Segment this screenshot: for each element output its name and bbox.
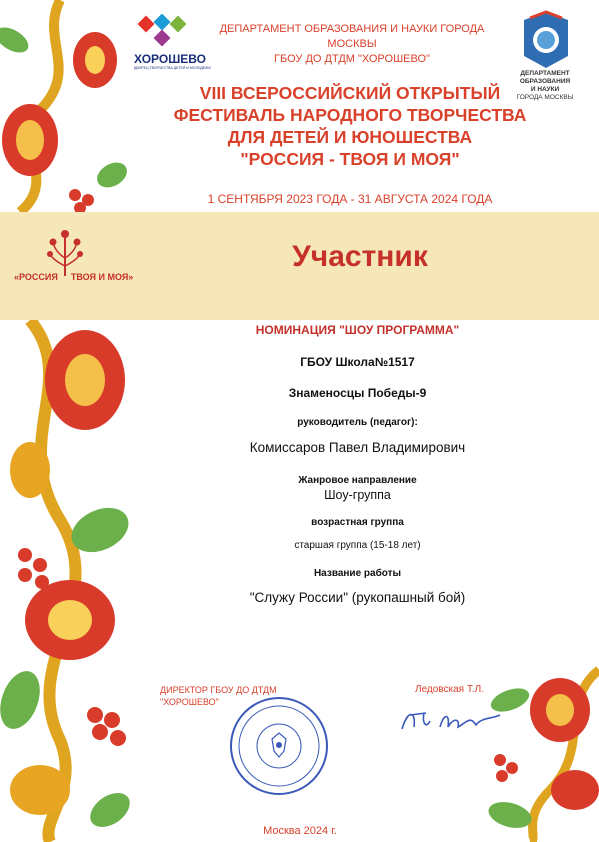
participant-title: Участник (292, 240, 428, 273)
org-line-1: ДЕПАРТАМЕНТ ОБРАЗОВАНИЯ И НАУКИ ГОРОДА МОСКВЫ (219, 23, 485, 50)
dept-text-4: ГОРОДА МОСКВЫ (516, 94, 574, 101)
org-line-2: ГБОУ ДО ДТДМ "ХОРОШЕВО" (274, 53, 430, 65)
khoroshevo-logo (134, 14, 211, 74)
festival-logo-left: «РОССИЯ (14, 272, 58, 282)
signature-icon (396, 703, 506, 737)
festival-title (160, 82, 540, 170)
festival-title-line-4: "РОССИЯ - ТВОЯ И МОЯ" (240, 149, 460, 169)
brand-sub: ДВОРЕЦ ТВОРЧЕСТВА ДЕТЕЙ И МОЛОДЕЖИ (134, 66, 211, 70)
brand-name: ХОРОШЕВО (134, 52, 206, 66)
city-year: Москва 2024 г. (263, 825, 337, 837)
school-name: ГБОУ Школа№1517 (300, 355, 415, 369)
ornament-right-bottom (470, 640, 599, 842)
festival-title-line-2: ФЕСТИВАЛЬ НАРОДНОГО ТВОРЧЕСТВА (173, 105, 527, 125)
tree-emblem-icon (45, 228, 85, 276)
age-value: старшая группа (15-18 лет) (294, 540, 421, 551)
festival-logo-text (14, 272, 144, 282)
genre-value: Шоу-группа (324, 488, 391, 502)
director-line-1: ДИРЕКТОР ГБОУ ДО ДТДМ (160, 685, 277, 695)
ornament-left-bottom (0, 320, 135, 842)
org-header (202, 22, 502, 67)
festival-logo-right: ТВОЯ И МОЯ» (70, 272, 134, 282)
work-label: Название работы (313, 568, 402, 579)
work-title: "Служу России" (рукопашный бой) (249, 590, 466, 605)
ornament-left-top (0, 0, 135, 212)
festival-title-line-1: VIII ВСЕРОССИЙСКИЙ ОТКРЫТЫЙ (199, 83, 501, 103)
festival-dates: 1 СЕНТЯБРЯ 2023 ГОДА - 31 АВГУСТА 2024 ГОДА (207, 192, 493, 206)
leader-label: руководитель (педагог): (297, 417, 418, 428)
dept-text-2: ОБРАЗОВАНИЯ (519, 78, 571, 85)
nomination: НОМИНАЦИЯ "ШОУ ПРОГРАММА" (255, 323, 460, 337)
khoroshevo-emblem-icon (134, 14, 196, 48)
leader-name: Комиссаров Павел Владимирович (249, 440, 466, 455)
director-line-2: "ХОРОШЕВО" (160, 697, 219, 707)
dept-text-1: ДЕПАРТАМЕНТ (520, 70, 570, 77)
department-logo-icon (520, 10, 572, 70)
dept-text-3: И НАУКИ (530, 86, 560, 93)
official-stamp-icon (228, 695, 330, 797)
genre-label: Жанровое направление (298, 475, 417, 486)
festival-title-line-3: ДЛЯ ДЕТЕЙ И ЮНОШЕСТВА (227, 127, 473, 147)
signer-name: Ледовская Т.Л. (415, 684, 484, 695)
age-label: возрастная группа (311, 517, 404, 528)
team-name: Знаменосцы Победы-9 (288, 386, 427, 400)
